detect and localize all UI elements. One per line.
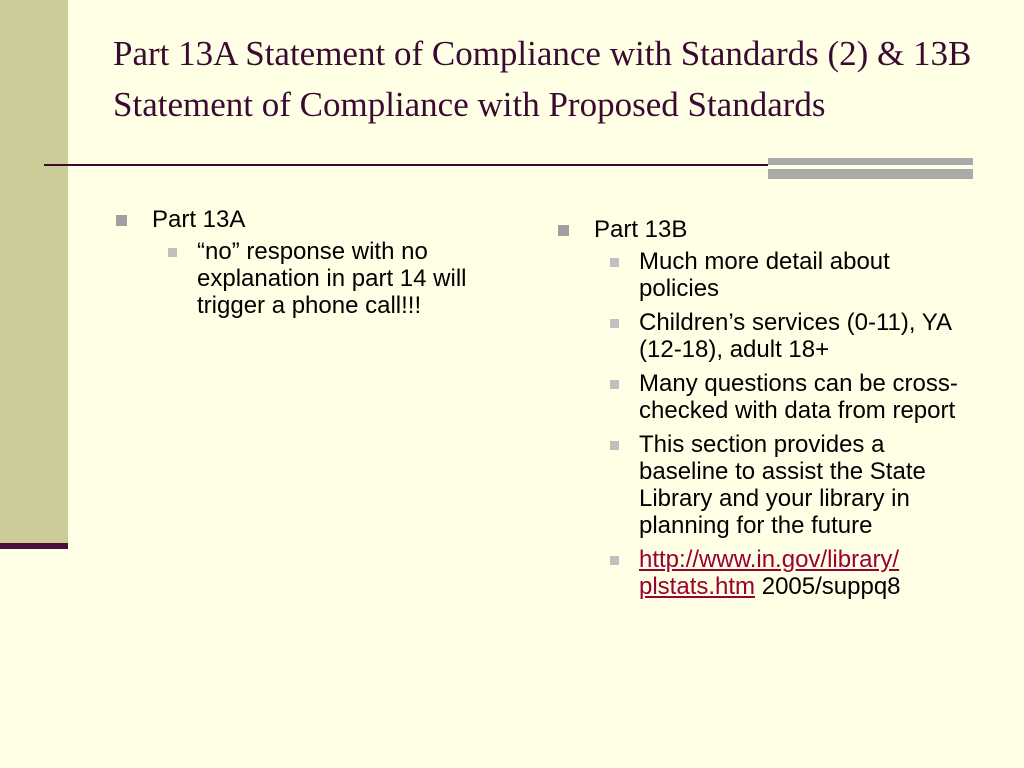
sub-bullet — [556, 370, 976, 424]
link-suffix-text: 2005/suppq8 — [755, 573, 901, 600]
square-bullet-icon — [610, 319, 619, 328]
left-decorative-band — [0, 0, 68, 545]
square-bullet-icon — [610, 441, 619, 450]
sub-bullet — [556, 248, 976, 302]
left-column — [114, 206, 534, 326]
sub-bullet-text: “no” response with no explanation in part 14 will trigger a phone call!!! — [197, 238, 467, 319]
title-grey-bar-stripe — [768, 165, 973, 169]
sub-bullet — [114, 238, 534, 319]
bullet-part-13b — [556, 216, 976, 243]
sub-bullet-text: Many questions can be cross-checked with data from report — [639, 370, 958, 424]
title-underline-rule — [44, 164, 784, 166]
sub-bullet-text: Children’s services (0-11), YA (12-18), adult 18+ — [639, 309, 951, 363]
square-bullet-icon — [610, 258, 619, 267]
square-bullet-icon — [116, 215, 127, 226]
square-bullet-icon — [558, 225, 569, 236]
square-bullet-icon — [168, 248, 177, 257]
sub-bullet-text — [639, 546, 976, 600]
left-band-accent-line — [0, 543, 68, 549]
right-column — [556, 216, 976, 607]
square-bullet-icon — [610, 380, 619, 389]
bullet-part-13a — [114, 206, 534, 233]
sub-bullet-text: Much more detail about policies — [639, 248, 890, 302]
square-bullet-icon — [610, 556, 619, 565]
sub-bullet-text: This section provides a baseline to assist the State Library and your library in planning for the future — [639, 431, 926, 539]
sub-bullet-link — [556, 546, 976, 600]
plstats-link[interactable]: http://www.in.gov/library/ plstats.htm — [639, 546, 900, 600]
sub-bullet — [556, 309, 976, 363]
slide-title: Part 13A Statement of Compliance with Standards (2) & 13B Statement of Compliance with Proposed Standards — [113, 34, 972, 124]
bullet-heading: Part 13B — [594, 216, 688, 243]
bullet-heading: Part 13A — [152, 206, 246, 233]
sub-bullet — [556, 431, 976, 539]
